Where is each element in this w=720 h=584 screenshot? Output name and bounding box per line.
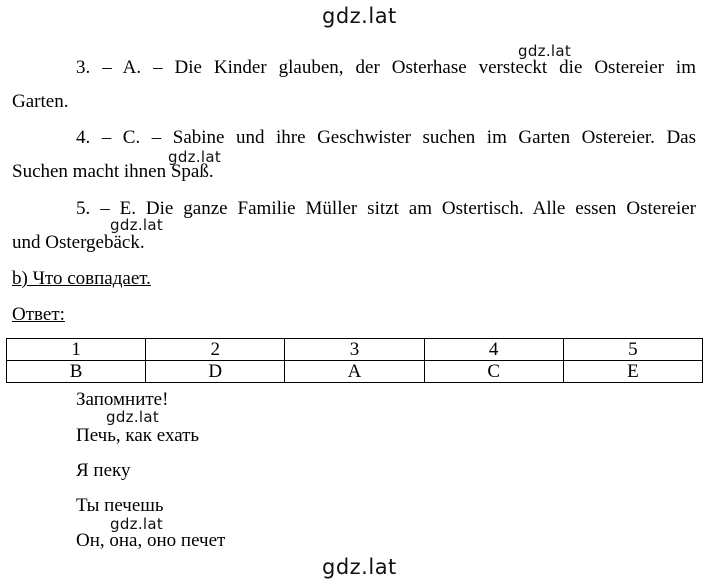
- table-cell: 2: [146, 339, 285, 361]
- watermark-top: gdz.lat: [322, 4, 397, 28]
- table-cell: 3: [285, 339, 424, 361]
- note-line-4: Он, она, оно печет: [76, 530, 226, 551]
- table-cell: C: [424, 361, 563, 383]
- section-b-heading: b) Что совпадает.: [12, 268, 151, 289]
- table-row: [7, 361, 703, 383]
- item-4-line1: 4. – C. – Sabine und ihre Geschwister suchen im Garten Ostereier. Das: [76, 127, 696, 148]
- item-4-line2: Suchen macht ihnen Spaß.: [12, 161, 214, 182]
- table-cell: 4: [424, 339, 563, 361]
- table-cell: E: [563, 361, 702, 383]
- watermark: gdz.lat: [168, 148, 222, 166]
- table-cell: D: [146, 361, 285, 383]
- answer-table: [6, 338, 703, 383]
- table-cell: 1: [7, 339, 146, 361]
- watermark: gdz.lat: [518, 42, 572, 60]
- note-title: Запомните!: [76, 389, 169, 410]
- watermark: gdz.lat: [106, 408, 160, 426]
- table-cell: 5: [563, 339, 702, 361]
- note-line-1: Печь, как ехать: [76, 425, 200, 446]
- note-line-2: Я пеку: [76, 460, 131, 481]
- table-row: [7, 339, 703, 361]
- watermark: gdz.lat: [110, 216, 164, 234]
- note-line-3: Ты печешь: [76, 495, 164, 516]
- item-3-line1: 3. – A. – Die Kinder glauben, der Osterhase versteckt die Ostereier im: [76, 57, 696, 78]
- answer-label: Ответ:: [12, 304, 65, 325]
- table-cell: A: [285, 361, 424, 383]
- item-5-line1: 5. – E. Die ganze Familie Müller sitzt am Ostertisch. Alle essen Ostereier: [76, 198, 696, 219]
- watermark: gdz.lat: [110, 515, 164, 533]
- table-cell: B: [7, 361, 146, 383]
- watermark-bottom: gdz.lat: [322, 555, 397, 579]
- item-3-line2: Garten.: [12, 91, 69, 112]
- item-5-line2: und Ostergebäck.: [12, 232, 145, 253]
